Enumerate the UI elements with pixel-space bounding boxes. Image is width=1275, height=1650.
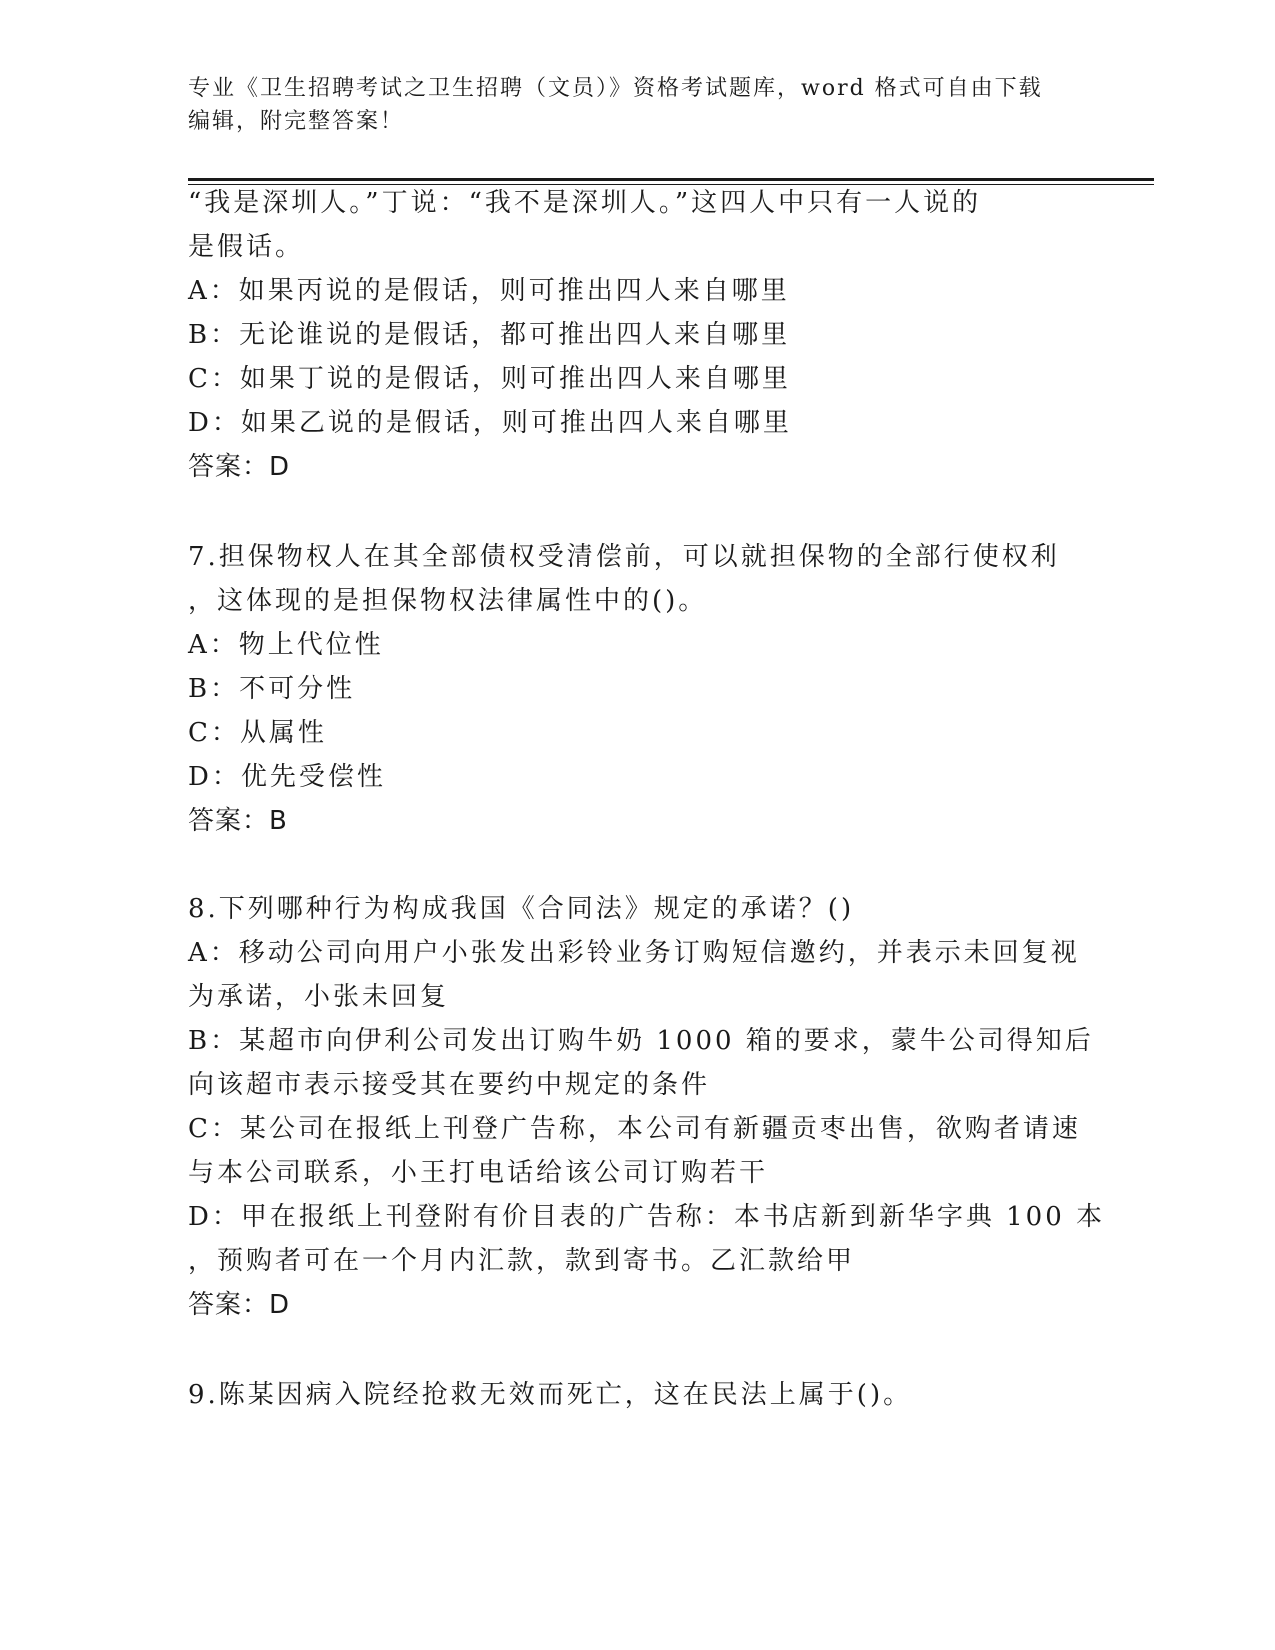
- header-divider-thin: [188, 184, 1154, 185]
- q7-stem-line-2: ，这体现的是担保物权法律属性中的()。: [188, 586, 708, 616]
- q6-answer: 答案：D: [188, 452, 291, 482]
- q6-stem-line-2: 是假话。: [188, 232, 305, 262]
- q8-option-b-line-1: B：某超市向伊利公司发出订购牛奶 1000 箱的要求，蒙牛公司得知后: [188, 1026, 1094, 1056]
- q7-stem-line-1: 7.担保物权人在其全部债权受清偿前，可以就担保物的全部行使权利: [188, 542, 1060, 572]
- q8-stem: 8.下列哪种行为构成我国《合同法》规定的承诺？(): [188, 894, 855, 924]
- q8-option-c-line-1: C：某公司在报纸上刊登广告称，本公司有新疆贡枣出售，欲购者请速: [188, 1114, 1081, 1144]
- q7-option-b: B：不可分性: [188, 674, 356, 704]
- q6-option-d: D：如果乙说的是假话，则可推出四人来自哪里: [188, 408, 792, 438]
- header-title-line-2: 编辑，附完整答案！: [188, 109, 405, 134]
- q8-option-d-line-2: ，预购者可在一个月内汇款，款到寄书。乙汇款给甲: [188, 1246, 856, 1276]
- q8-answer: 答案：D: [188, 1290, 291, 1320]
- q6-option-a: A：如果丙说的是假话，则可推出四人来自哪里: [188, 276, 790, 306]
- header-divider-thick: [188, 178, 1154, 181]
- document-header: [188, 72, 1068, 138]
- q8-option-a-line-2: 为承诺，小张未回复: [188, 982, 450, 1012]
- q7-option-a: A：物上代位性: [188, 630, 384, 660]
- q8-option-b-line-2: 向该超市表示接受其在要约中规定的条件: [188, 1070, 711, 1100]
- q7-answer: 答案：B: [188, 806, 288, 836]
- q6-option-c: C：如果丁说的是假话，则可推出四人来自哪里: [188, 364, 791, 394]
- q7-option-d: D：优先受偿性: [188, 762, 386, 792]
- q8-option-a-line-1: A：移动公司向用户小张发出彩铃业务订购短信邀约，并表示未回复视: [188, 938, 1080, 968]
- q8-option-d-line-1: D：甲在报纸上刊登附有价目表的广告称：本书店新到新华字典 100 本: [188, 1202, 1106, 1232]
- q6-option-b: B：无论谁说的是假话，都可推出四人来自哪里: [188, 320, 791, 350]
- header-title-line-1: 专业《卫生招聘考试之卫生招聘（文员）》资格考试题库，word 格式可自由下载: [188, 76, 1043, 101]
- q8-option-c-line-2: 与本公司联系，小王打电话给该公司订购若干: [188, 1158, 769, 1188]
- q7-option-c: C：从属性: [188, 718, 327, 748]
- q6-stem-line-1: “我是深圳人。”丁说：“我不是深圳人。”这四人中只有一人说的: [188, 188, 982, 218]
- q9-stem: 9.陈某因病入院经抢救无效而死亡，这在民法上属于()。: [188, 1380, 913, 1410]
